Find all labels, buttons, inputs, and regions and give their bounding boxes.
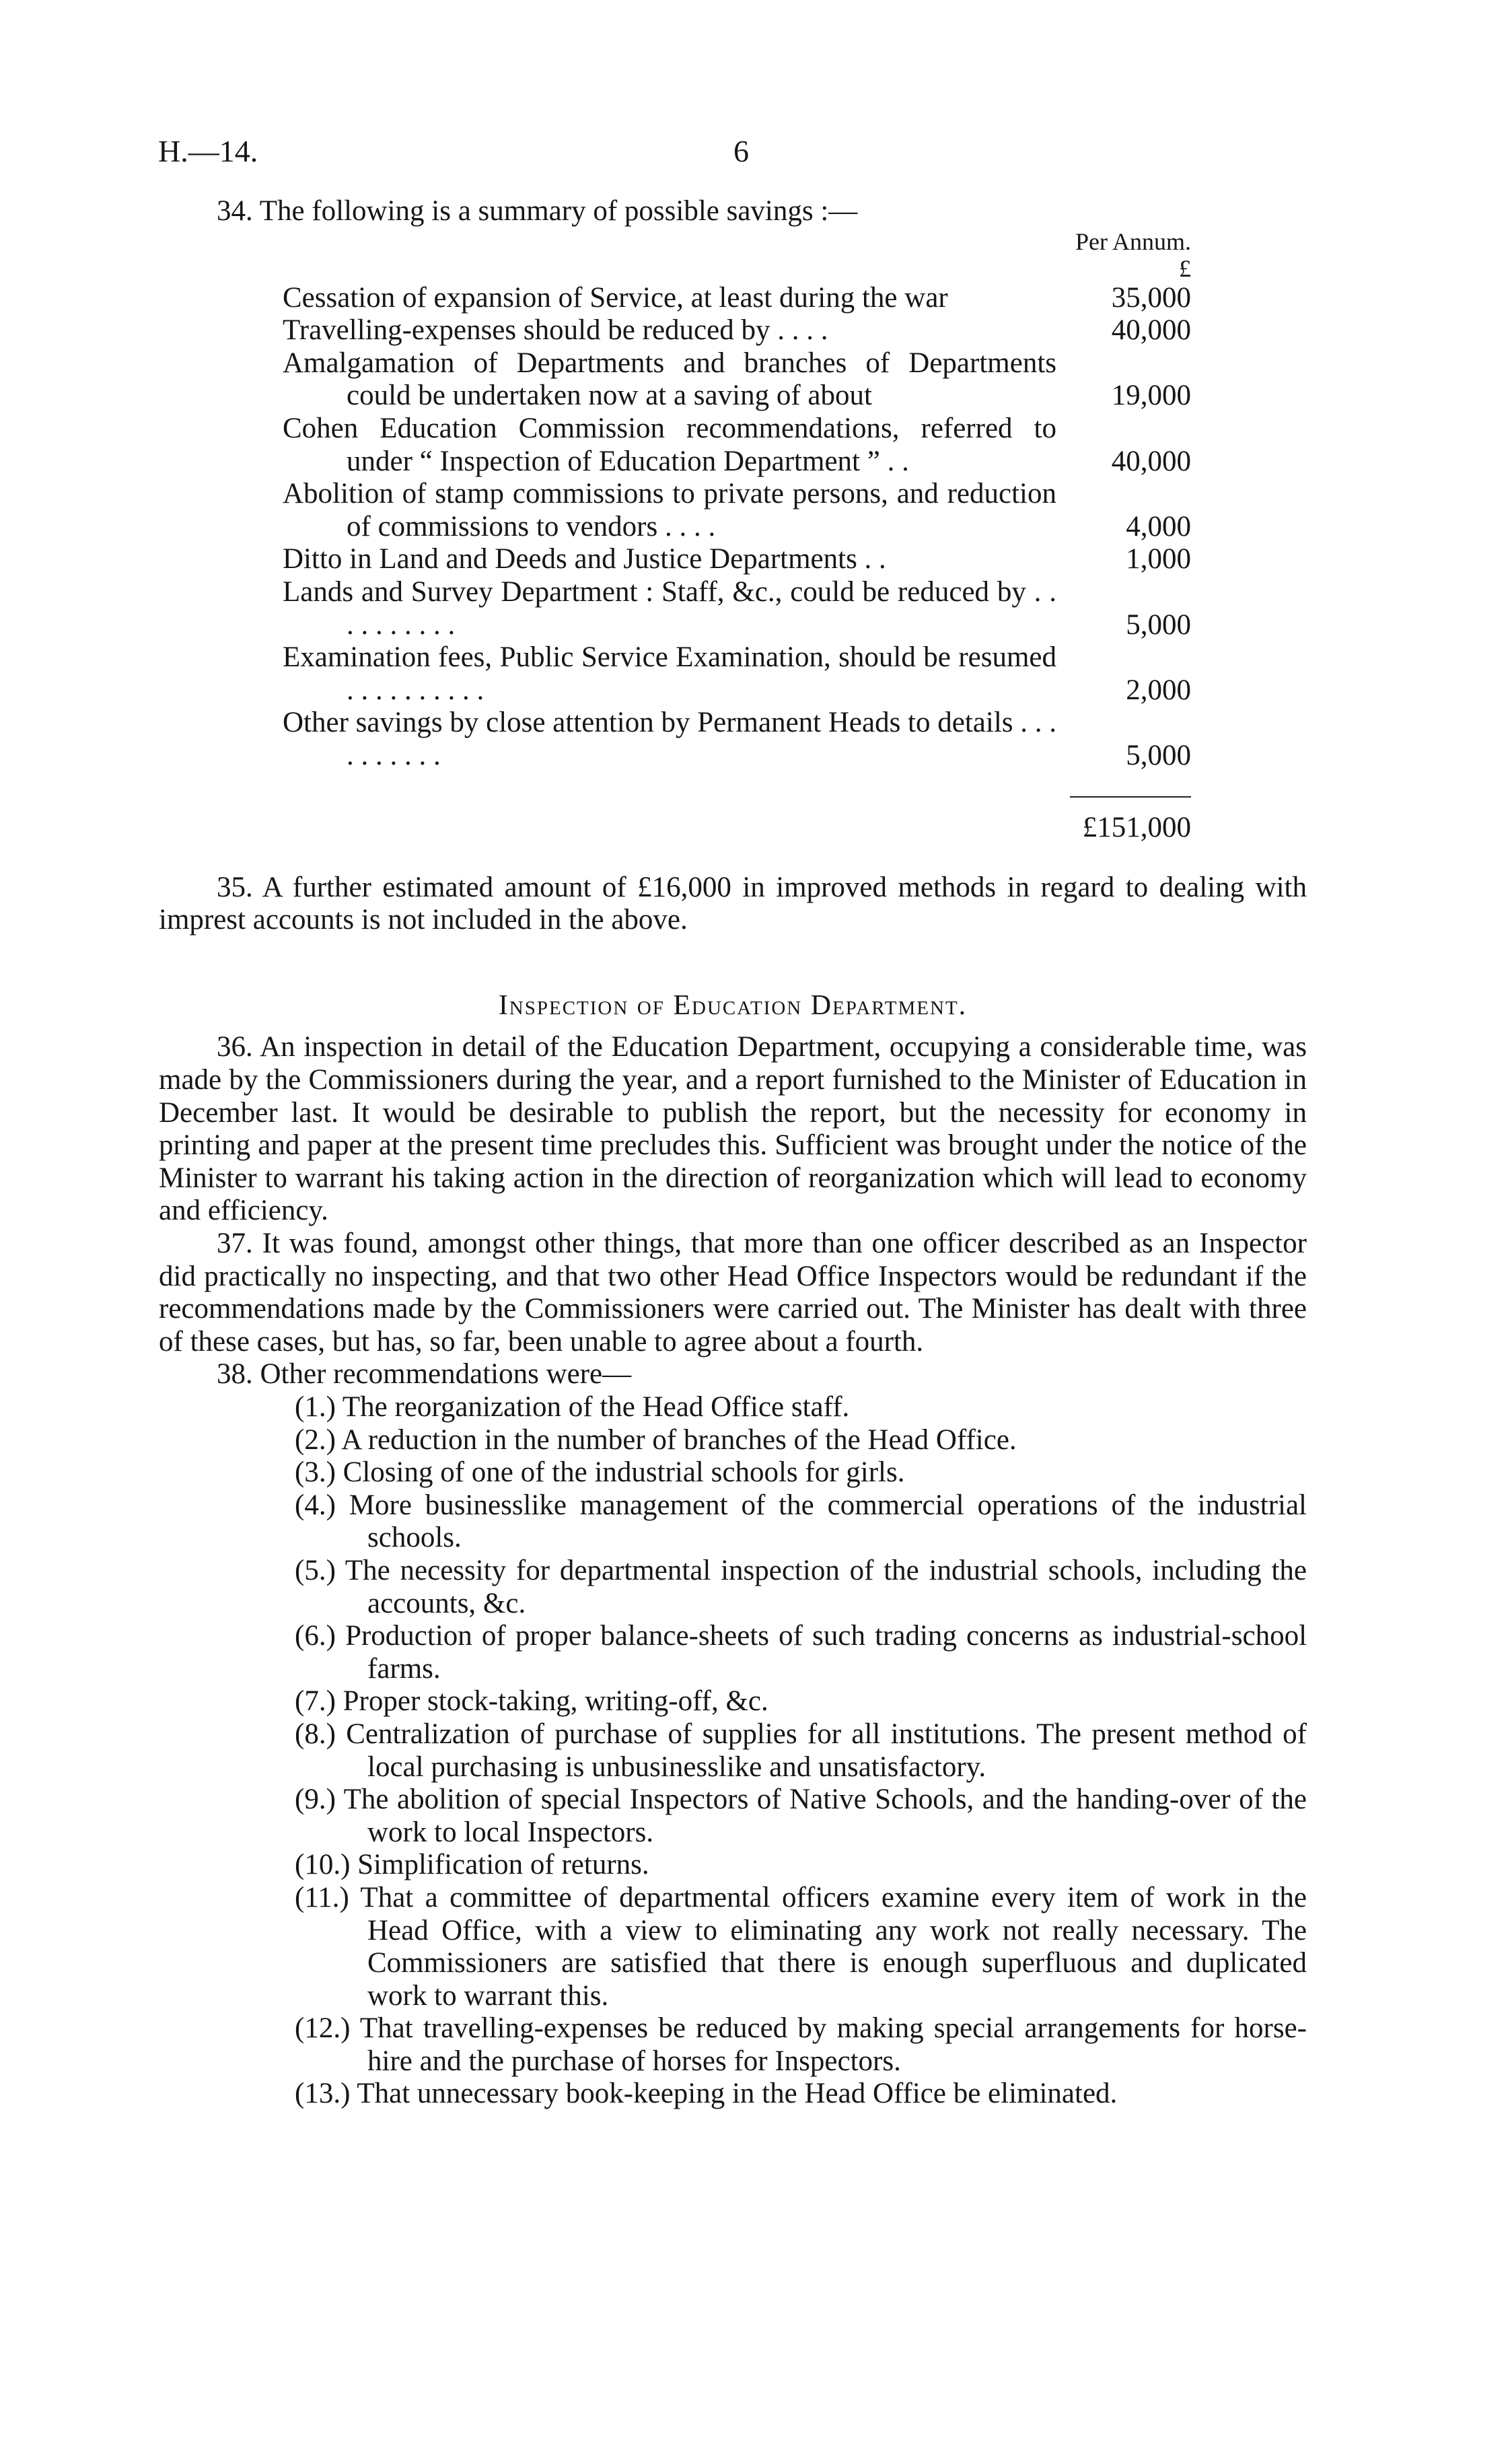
item-number: (12.) [295,2012,351,2045]
item-text: Proper stock-taking, writing-off, &c. [343,1685,768,1718]
savings-row [283,641,1191,707]
item-number: (7.) [295,1685,336,1718]
savings-item-amount: 5,000 [1126,608,1191,641]
item-text: That a committee of departmental officers examine every item of work in the Head Office, with a view to eliminating any work not really necessary. The Commissioners are satisfied that there is enough superfluous and duplicated work to warrant this. [360,1881,1307,2012]
savings-row [283,413,1191,478]
item-text: Production of proper balance-sheets of such trading concerns as industrial-school farms. [345,1620,1307,1685]
savings-item-description: Abolition of stamp commissions to private persons, and reduction of commissions to vendors . . . . [283,478,1056,542]
paragraph-38: 38. Other recommendations were— [217,1358,632,1391]
item-number: (9.) [295,1784,336,1816]
list-item [263,1620,1307,1685]
currency-symbol: £ [1179,254,1191,282]
item-number: (1.) [295,1391,336,1423]
item-number: (3.) [295,1456,336,1489]
item-number: (6.) [295,1620,336,1652]
savings-item-amount: 19,000 [1111,380,1191,412]
list-item [263,1849,1307,1882]
list-item [263,1489,1307,1555]
item-text: Centralization of purchase of supplies for all institutions. The present method of local purchasing is unbusinesslike and unsatisfactory. [346,1718,1307,1783]
savings-item-amount: 2,000 [1126,674,1191,706]
list-item [263,1784,1307,1849]
savings-item-description: Other savings by close attention by Permanent Heads to details . . . . . . . . . . [283,707,1056,771]
item-number: (11.) [295,1881,349,1913]
savings-row [283,576,1191,641]
list-item [263,1718,1307,1784]
list-item [263,1555,1307,1620]
savings-item-amount: 5,000 [1126,739,1191,771]
savings-total-row [283,805,1191,845]
item-text: The necessity for departmental inspection of the industrial schools, including the accounts, &c. [345,1554,1307,1619]
savings-row [283,543,1191,576]
total-rule [1070,796,1191,798]
list-item [263,1685,1307,1718]
item-text: More businesslike management of the commercial operations of the industrial schools. [349,1489,1307,1554]
list-item [263,2012,1307,2078]
paragraph-34: 34. The following is a summary of possible savings :— [217,195,858,227]
savings-item-description: Ditto in Land and Deeds and Justice Departments . . [283,543,886,575]
savings-item-amount: 40,000 [1111,445,1191,477]
item-text: A reduction in the number of branches of the Head Office. [341,1423,1017,1456]
item-number: (13.) [295,2078,351,2110]
item-text: Simplification of returns. [357,1849,649,1881]
item-text: The abolition of special Inspectors of Native Schools, and the handing-over of the work to local Inspectors. [343,1784,1307,1848]
savings-total: £151,000 [1082,812,1191,844]
savings-item-amount: 4,000 [1126,510,1191,542]
page-number: 6 [733,134,749,168]
paragraph-36: 36. An inspection in detail of the Education Department, occupying a considerable time, was made by the Commissioners during the year, and a report furnished to the Minister of Education in December last. It would be desirable to publish the report, but the necessity for economy in printing and paper at the present time precludes this. Sufficient was brought under the notice of the Minister to warrant his taking action in the direction of reorganization which will lead to economy and efficiency. [159,1031,1307,1227]
savings-column-head-row [283,228,1191,255]
list-item [263,1391,1307,1424]
item-number: (5.) [295,1554,336,1586]
savings-item-description: Travelling-expenses should be reduced by . . . . [283,314,828,347]
paragraph-35: 35. A further estimated amount of £16,000 in improved methods in regard to dealing with imprest accounts is not included in the above. [159,871,1307,936]
list-item [263,2078,1307,2111]
item-text: The reorganization of the Head Office staff. [342,1391,850,1423]
savings-row [283,347,1191,413]
page-body [159,195,1307,2111]
savings-item-description: Cohen Education Commission recommendations, referred to under “ Inspection of Education Department ” . . [283,412,1056,477]
list-item [263,1456,1307,1489]
savings-row [283,314,1191,347]
item-text: Closing of one of the industrial schools for girls. [343,1456,905,1489]
item-text: That travelling-expenses be reduced by making special arrangements for horse-hire and the purchase of horses for Inspectors. [359,2012,1307,2077]
savings-row [283,707,1191,772]
savings-item-amount: 1,000 [1126,543,1191,575]
savings-table [283,228,1191,845]
item-number: (8.) [295,1718,336,1750]
savings-item-description: Amalgamation of Departments and branches of Departments could be undertaken now at a saving of about [283,347,1056,412]
list-item [263,1424,1307,1457]
savings-rule-row [283,773,1191,806]
item-number: (4.) [295,1489,336,1521]
item-number: (2.) [295,1423,336,1456]
document-reference: H.—14. [158,134,258,168]
savings-item-description: Examination fees, Public Service Examination, should be resumed . . . . . . . . . . [283,641,1056,706]
paragraph-37: 37. It was found, amongst other things, that more than one officer described as an Inspector did practically no inspecting, and that two other Head Office Inspectors would be redundant if the recommendations made by the Commissioners were carried out. The Minister has dealt with three of these cases, but has, so far, been unable to agree about a fourth. [159,1228,1307,1358]
section-heading: Inspection of Education Department. [498,989,968,1021]
recommendations-list [263,1391,1307,2111]
item-number: (10.) [295,1849,351,1881]
savings-item-amount: 35,000 [1111,281,1191,314]
currency-heading-row [283,255,1191,282]
savings-row [283,282,1191,315]
per-annum-heading: Per Annum. [1075,227,1191,255]
savings-row [283,478,1191,543]
savings-item-description: Cessation of expansion of Service, at least during the war [283,281,948,314]
savings-item-amount: 40,000 [1111,314,1191,347]
savings-item-description: Lands and Survey Department : Staff, &c., could be reduced by . . . . . . . . . . [283,575,1056,641]
item-text: That unnecessary book-keeping in the Head Office be eliminated. [357,2078,1118,2110]
list-item [263,1882,1307,2012]
